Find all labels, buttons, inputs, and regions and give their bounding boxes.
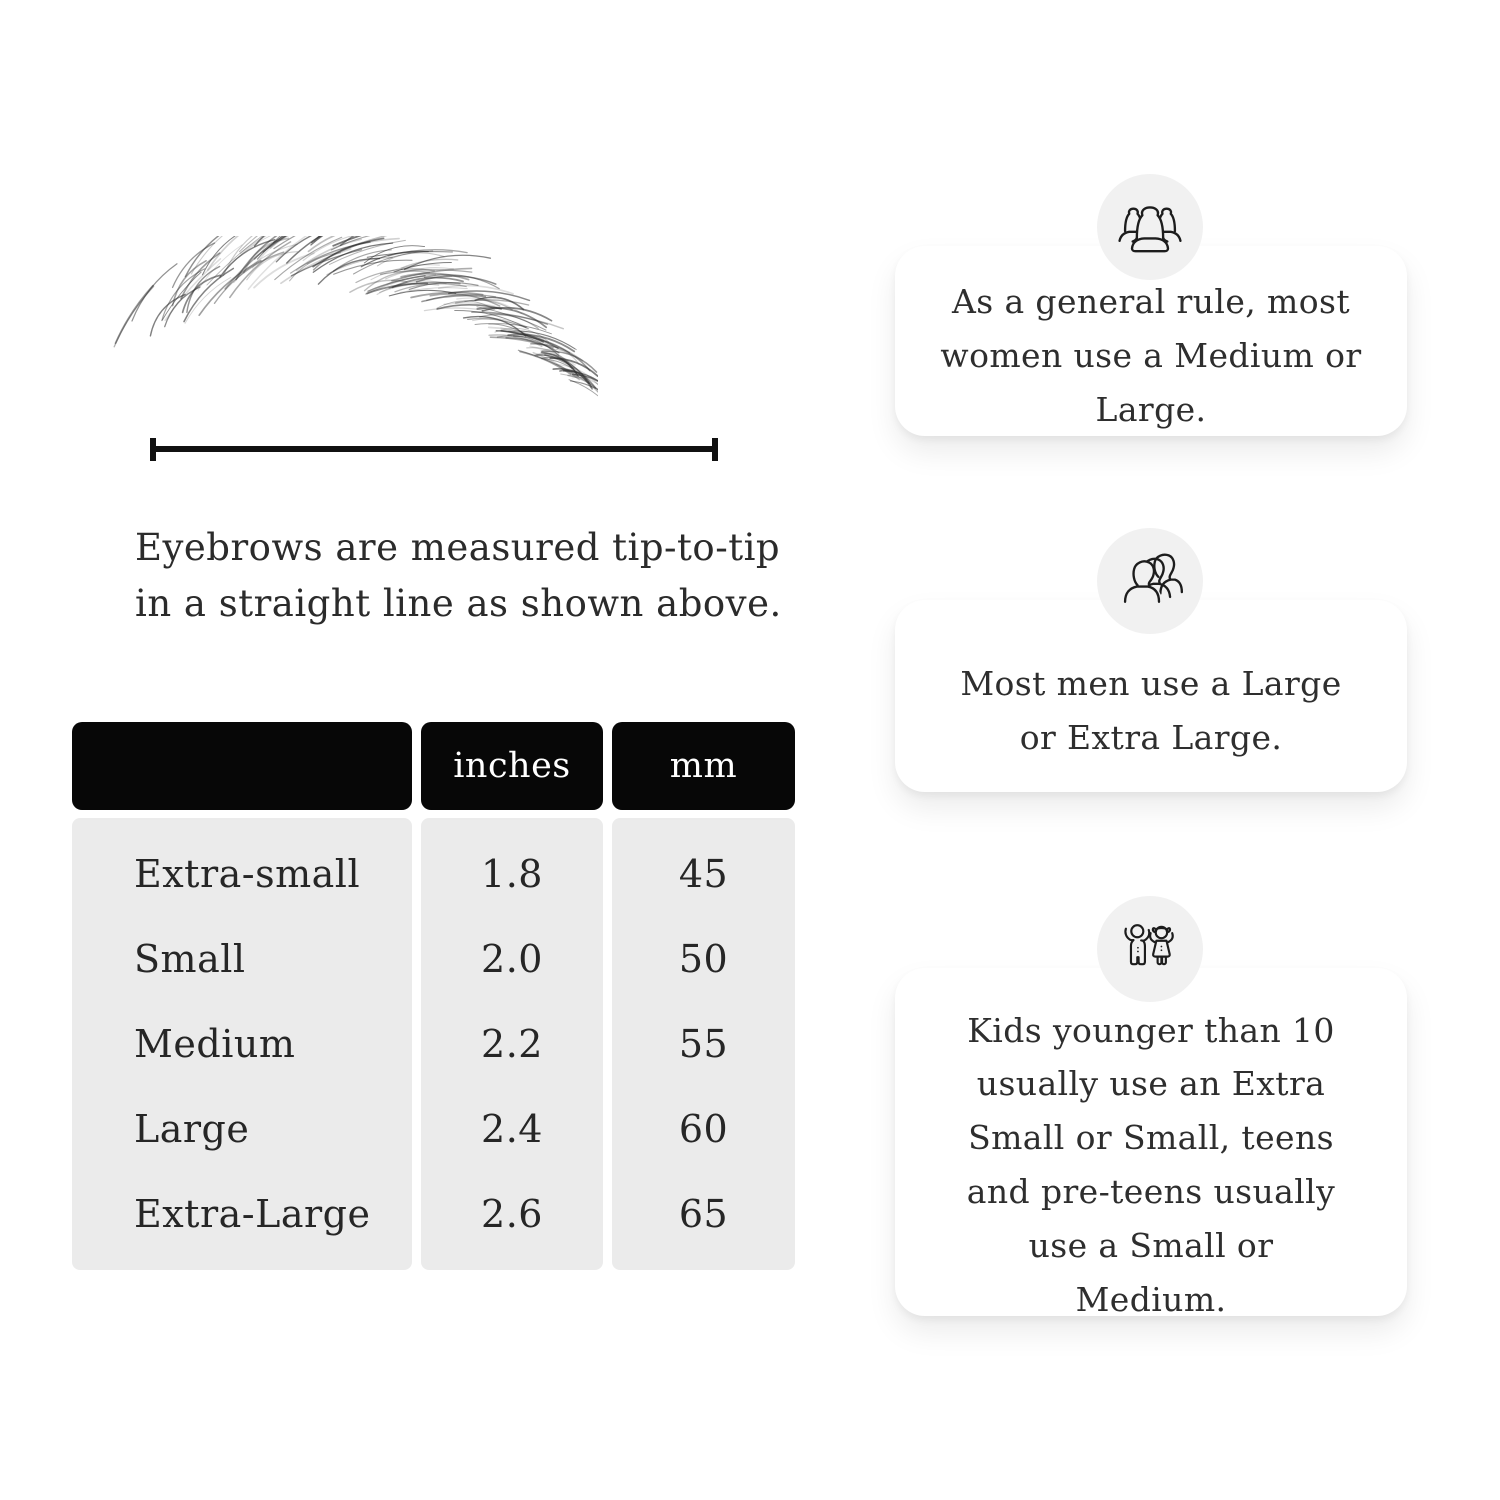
women-group-icon-glyph <box>1114 199 1186 255</box>
caption-line-2: in a straight line as shown above. <box>135 582 782 626</box>
table-cell: 55 <box>678 1021 729 1066</box>
table-cell: 2.6 <box>481 1191 543 1236</box>
table-body <box>72 818 795 1270</box>
measurement-line-right-cap <box>712 438 718 461</box>
table-cell: Medium <box>134 1021 296 1066</box>
caption-line-1: Eyebrows are measured tip-to-tip <box>135 526 781 569</box>
tip-card-kids <box>895 968 1407 1319</box>
table-cell: Large <box>134 1106 250 1151</box>
measurement-caption <box>135 520 795 632</box>
table-cell: 60 <box>678 1106 729 1151</box>
table-cell: 65 <box>678 1191 729 1236</box>
size-name-column <box>72 818 412 1270</box>
table-cell: Extra-small <box>134 852 361 897</box>
table-header-inches: inches <box>421 722 603 810</box>
eyebrow-illustration <box>112 236 598 421</box>
table-cell: 2.2 <box>481 1021 543 1066</box>
mm-column <box>612 818 795 1270</box>
table-header-size <box>72 722 412 810</box>
table-cell: 45 <box>678 852 729 897</box>
table-cell: 1.8 <box>481 852 543 897</box>
table-cell: Extra-Large <box>134 1191 371 1236</box>
tip-text: Most men use a Large or Extra Large. <box>960 664 1342 757</box>
size-chart-table <box>72 722 795 1270</box>
measurement-line <box>150 438 718 461</box>
table-cell: 2.0 <box>481 937 543 982</box>
tip-text: Kids younger than 10 usually use an Extra Small or Small, teens and pre-teens usually use a Small or Medium. <box>966 1010 1336 1319</box>
women-group-icon <box>1097 174 1203 280</box>
men-group-icon <box>1097 528 1203 634</box>
children-icon <box>1097 896 1203 1002</box>
table-cell: 2.4 <box>481 1106 543 1151</box>
children-icon-glyph <box>1117 919 1183 979</box>
men-group-icon-glyph <box>1114 553 1186 609</box>
inches-column <box>421 818 603 1270</box>
table-cell: 50 <box>678 937 729 982</box>
measurement-line-bar <box>150 446 718 452</box>
table-cell: Small <box>134 937 246 982</box>
tip-text: As a general rule, most women use a Medium or Large. <box>940 282 1362 429</box>
table-header-mm: mm <box>612 722 795 810</box>
table-header-row <box>72 722 795 810</box>
